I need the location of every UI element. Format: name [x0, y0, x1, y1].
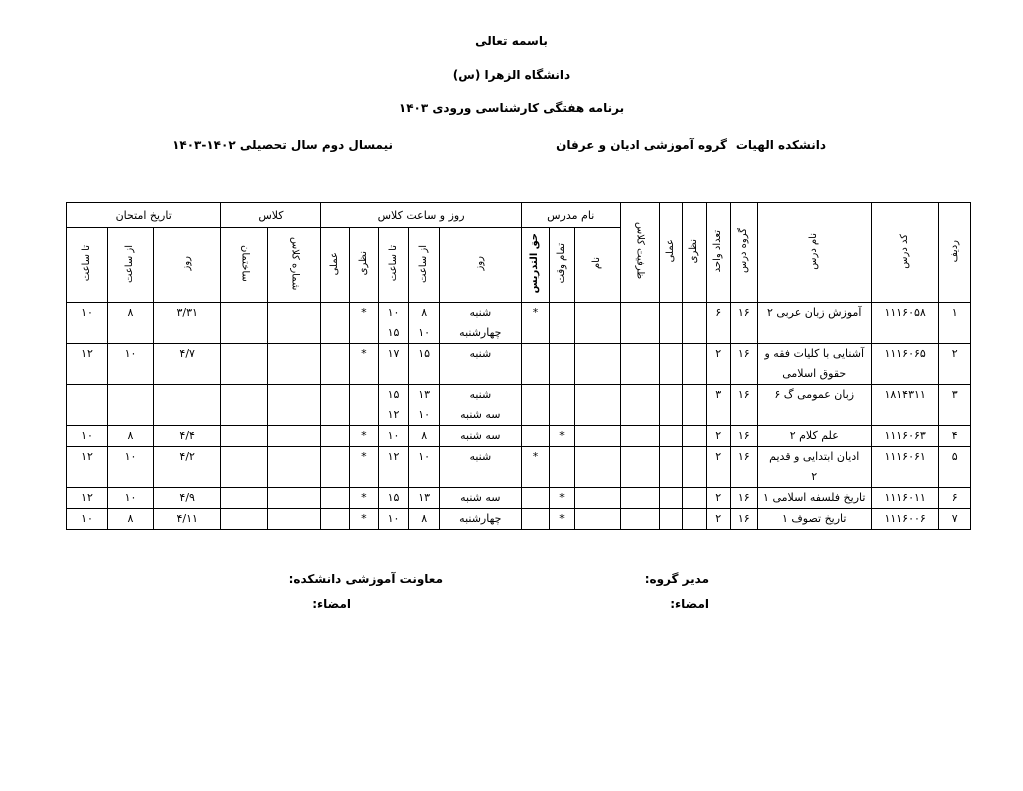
cell-name: آشنایی با کلیات فقه و حقوق اسلامی — [757, 344, 871, 385]
col-instructor-name: نام — [574, 228, 620, 303]
deputy-signature: امضاء: — [312, 597, 351, 611]
cell-name: زبان عمومی گ ۶ — [757, 385, 871, 426]
group-day-time: روز و ساعت کلاس — [321, 203, 521, 228]
col-instructor-fulltime: تمام وقت — [550, 228, 575, 303]
cell-code: ۱۸۱۴۳۱۱ — [871, 385, 938, 426]
faculty-name: دانشکده الهیات — [735, 138, 826, 152]
cell-fulltime: * — [550, 509, 575, 530]
cell-code: ۱۱۱۶۰۶۳ — [871, 426, 938, 447]
cell-to: ۱۰ — [378, 509, 409, 530]
col-exam-day: روز — [153, 228, 220, 303]
cell-group: ۱۶ — [731, 426, 758, 447]
cell-type-theory: * — [350, 447, 379, 488]
cell-type-theory — [350, 385, 379, 426]
col-theory: نظری — [683, 203, 706, 303]
cell-day: چهارشنبه — [439, 509, 521, 530]
cell-units: ۲ — [706, 344, 731, 385]
cell-exam-from — [108, 385, 154, 426]
col-type-theory: نظری — [350, 228, 379, 303]
cell-hourly — [521, 385, 550, 426]
cell-exam-day: ۴/۲ — [153, 447, 220, 488]
cell-day: شنبه چهارشنبه — [439, 303, 521, 344]
cell-to: ۱۷ — [378, 344, 409, 385]
cell-row: ۲ — [939, 344, 971, 385]
table-row — [67, 385, 971, 426]
cell-from: ۱۵ — [409, 344, 440, 385]
cell-exam-to: ۱۰ — [67, 426, 108, 447]
cell-from: ۸ — [409, 509, 440, 530]
cell-row: ۷ — [939, 509, 971, 530]
col-code: کد درس — [871, 203, 938, 303]
cell-exam-to — [67, 385, 108, 426]
cell-code: ۱۱۱۶۰۶۱ — [871, 447, 938, 488]
cell-day: سه شنبه — [439, 426, 521, 447]
cell-exam-from: ۸ — [108, 303, 154, 344]
cell-row: ۶ — [939, 488, 971, 509]
cell-group: ۱۶ — [731, 344, 758, 385]
cell-to: ۱۰ — [378, 426, 409, 447]
dept-head-label: مدیر گروه: — [644, 572, 709, 586]
cell-code: ۱۱۱۶۰۵۸ — [871, 303, 938, 344]
cell-from: ۱۰ — [409, 447, 440, 488]
cell-units: ۲ — [706, 488, 731, 509]
semester-label: نیمسال دوم سال تحصیلی ۱۴۰۲-۱۴۰۳ — [172, 138, 393, 152]
cell-hourly: * — [521, 447, 550, 488]
group-instructor: نام مدرس — [521, 203, 620, 228]
cell-from: ۸ ۱۰ — [409, 303, 440, 344]
cell-exam-day: ۴/۱۱ — [153, 509, 220, 530]
cell-type-theory: * — [350, 344, 379, 385]
cell-name: تاریخ تصوف ۱ — [757, 509, 871, 530]
deputy-label: معاونت آموزشی دانشکده: — [288, 572, 443, 586]
cell-units: ۶ — [706, 303, 731, 344]
cell-exam-day — [153, 385, 220, 426]
cell-exam-day: ۴/۹ — [153, 488, 220, 509]
group-class: کلاس — [221, 203, 321, 228]
cell-group: ۱۶ — [731, 303, 758, 344]
cell-exam-day: ۴/۴ — [153, 426, 220, 447]
cell-from: ۸ — [409, 426, 440, 447]
cell-to: ۱۵ ۱۲ — [378, 385, 409, 426]
cell-group: ۱۶ — [731, 509, 758, 530]
col-instructor-hourly: حق التدریس — [521, 228, 550, 303]
cell-to: ۱۲ — [378, 447, 409, 488]
cell-group: ۱۶ — [731, 447, 758, 488]
cell-row: ۳ — [939, 385, 971, 426]
cell-fulltime — [550, 303, 575, 344]
cell-hourly — [521, 344, 550, 385]
university-name: دانشگاه الزهرا (س) — [452, 68, 571, 82]
col-time-from: از ساعت — [409, 228, 440, 303]
cell-from: ۱۳ ۱۰ — [409, 385, 440, 426]
cell-to: ۱۰ ۱۵ — [378, 303, 409, 344]
cell-fulltime: * — [550, 426, 575, 447]
cell-exam-day: ۳/۳۱ — [153, 303, 220, 344]
table-row — [67, 447, 971, 488]
cell-exam-from: ۸ — [108, 509, 154, 530]
cell-exam-from: ۱۰ — [108, 447, 154, 488]
cell-type-theory: * — [350, 509, 379, 530]
col-exam-to: تا ساعت — [67, 228, 108, 303]
cell-name: آموزش زبان عربی ۲ — [757, 303, 871, 344]
cell-name: ادیان ابتدایی و قدیم ۲ — [757, 447, 871, 488]
col-exam-from: از ساعت — [108, 228, 154, 303]
group-exam: تاریخ امتحان — [67, 203, 221, 228]
cell-row: ۱ — [939, 303, 971, 344]
cell-exam-to: ۱۲ — [67, 447, 108, 488]
table-row — [67, 509, 971, 530]
col-building: ساختمان — [221, 228, 268, 303]
cell-code: ۱۱۱۶۰۱۱ — [871, 488, 938, 509]
cell-exam-to: ۱۲ — [67, 344, 108, 385]
cell-exam-to: ۱۰ — [67, 303, 108, 344]
cell-hourly — [521, 509, 550, 530]
schedule-table — [66, 202, 971, 530]
col-name: نام درس — [757, 203, 871, 303]
col-row: ردیف — [939, 203, 971, 303]
cell-fulltime — [550, 344, 575, 385]
cell-units: ۲ — [706, 509, 731, 530]
cell-exam-from: ۱۰ — [108, 344, 154, 385]
table-row — [67, 426, 971, 447]
cell-hourly — [521, 488, 550, 509]
dept-head-signature: امضاء: — [670, 597, 709, 611]
table-row — [67, 488, 971, 509]
program-title: برنامه هفتگی کارشناسی ورودی ۱۴۰۳ — [398, 101, 625, 115]
cell-exam-from: ۸ — [108, 426, 154, 447]
cell-exam-day: ۴/۷ — [153, 344, 220, 385]
cell-code: ۱۱۱۶۰۰۶ — [871, 509, 938, 530]
cell-to: ۱۵ — [378, 488, 409, 509]
doc-heading: باسمه تعالی — [475, 34, 548, 48]
table-row — [67, 344, 971, 385]
cell-units: ۳ — [706, 385, 731, 426]
cell-name: تاریخ فلسفه اسلامی ۱ — [757, 488, 871, 509]
cell-units: ۲ — [706, 426, 731, 447]
cell-day: شنبه — [439, 447, 521, 488]
cell-from: ۱۳ — [409, 488, 440, 509]
cell-fulltime — [550, 385, 575, 426]
cell-type-theory: * — [350, 303, 379, 344]
cell-name: علم کلام ۲ — [757, 426, 871, 447]
col-type-practical: عملی — [321, 228, 350, 303]
col-day: روز — [439, 228, 521, 303]
cell-row: ۴ — [939, 426, 971, 447]
col-group: گروه درس — [731, 203, 758, 303]
cell-type-theory: * — [350, 488, 379, 509]
col-units: تعداد واحد — [706, 203, 731, 303]
cell-type-theory: * — [350, 426, 379, 447]
cell-hourly: * — [521, 303, 550, 344]
cell-group: ۱۶ — [731, 488, 758, 509]
col-time-to: تا ساعت — [378, 228, 409, 303]
col-room: شماره کلاس — [268, 228, 321, 303]
col-practical: عملی — [659, 203, 682, 303]
table-row — [67, 303, 971, 344]
cell-code: ۱۱۱۶۰۶۵ — [871, 344, 938, 385]
col-capacity: ظرفیت کلاس — [620, 203, 659, 303]
cell-fulltime — [550, 447, 575, 488]
cell-group: ۱۶ — [731, 385, 758, 426]
cell-exam-to: ۱۰ — [67, 509, 108, 530]
cell-units: ۲ — [706, 447, 731, 488]
cell-hourly — [521, 426, 550, 447]
cell-day: شنبه — [439, 344, 521, 385]
cell-day: سه شنبه — [439, 488, 521, 509]
department-name: گروه آموزشی ادیان و عرفان — [556, 138, 727, 152]
cell-fulltime: * — [550, 488, 575, 509]
cell-row: ۵ — [939, 447, 971, 488]
cell-exam-to: ۱۲ — [67, 488, 108, 509]
cell-day: شنبه سه شنبه — [439, 385, 521, 426]
cell-exam-from: ۱۰ — [108, 488, 154, 509]
